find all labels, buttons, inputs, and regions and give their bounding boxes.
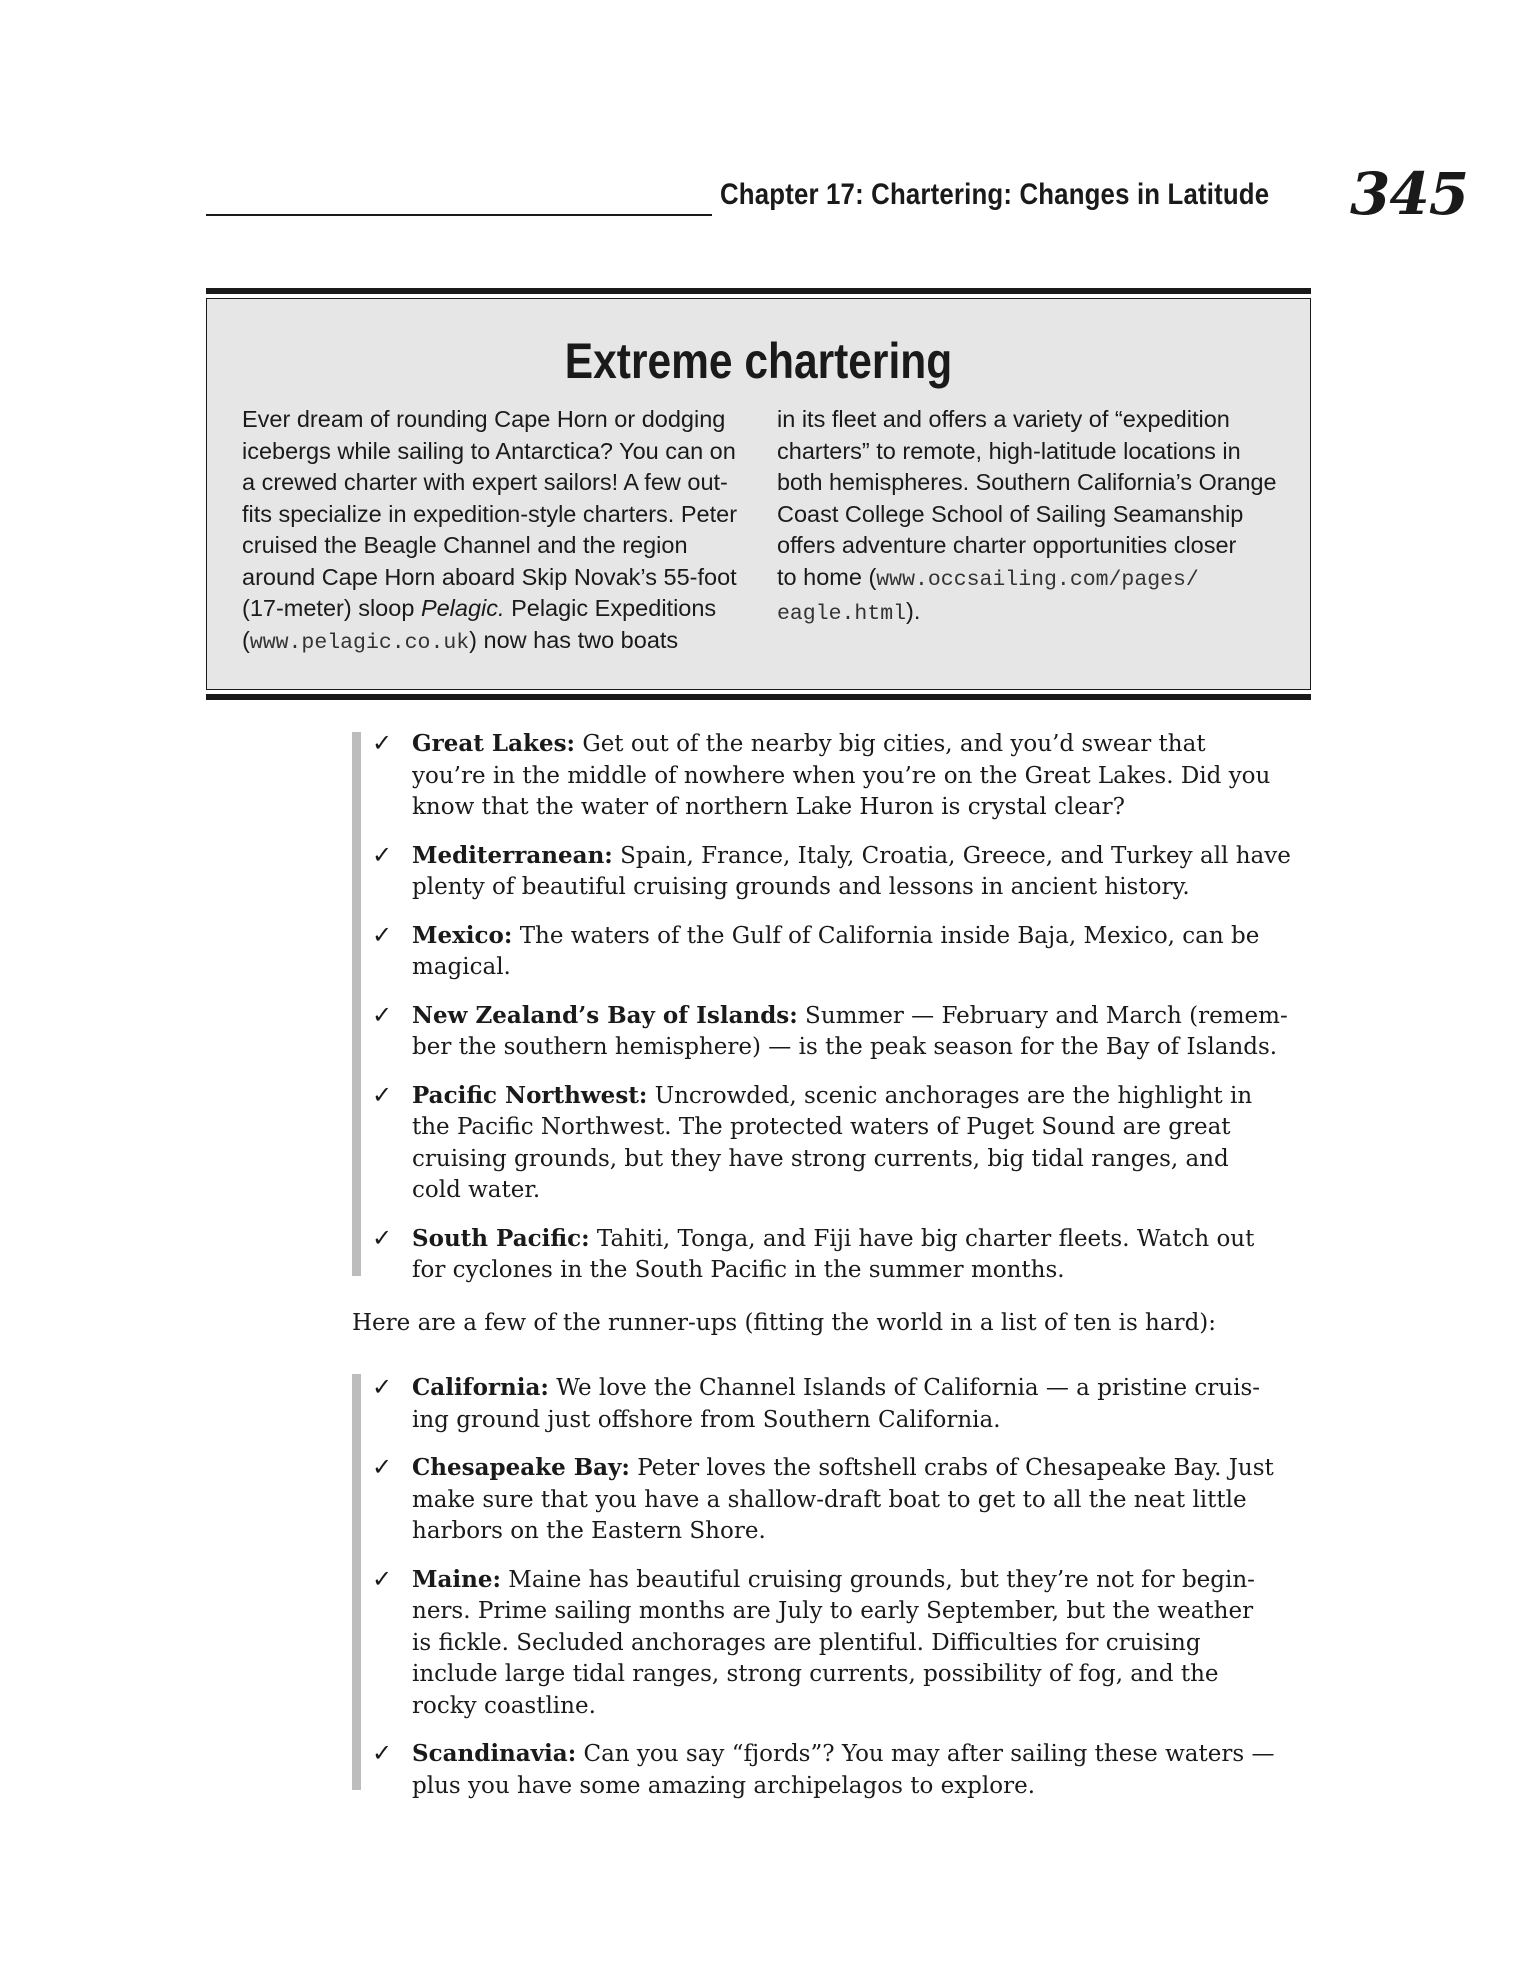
list-item: [372, 1564, 1322, 1723]
list-item-line: [412, 1485, 1322, 1517]
check-icon: ✓: [372, 1000, 393, 1029]
list-item-line: [412, 1738, 1322, 1771]
check-icon: ✓: [372, 1223, 393, 1252]
sidebar-line: both hemispheres. Southern California’s Orange: [777, 469, 1277, 495]
check-icon: ✓: [372, 1373, 393, 1401]
sidebar-line: Coast College School of Sailing Seamanship: [777, 500, 1244, 527]
list-item-text: plenty of beautiful cruising grounds and lessons in ancient history.: [412, 874, 1190, 900]
text: (17-meter) sloop: [242, 595, 421, 621]
list-item: [372, 1000, 1322, 1064]
sidebar-line: offers adventure charter opportunities closer: [777, 532, 1237, 558]
list-item-line: [412, 1255, 1322, 1287]
list-item-text: Peter loves the softshell crabs of Chesapeake Bay. Just: [629, 1455, 1274, 1481]
check-icon: ✓: [372, 1739, 393, 1767]
list-item-line: [412, 872, 1322, 904]
list-item-text: harbors on the Eastern Shore.: [412, 1518, 766, 1544]
sidebar-line: Ever dream of rounding Cape Horn or dodging: [242, 406, 726, 432]
list-item-text: make sure that you have a shallow-draft boat to get to all the neat little: [412, 1486, 1247, 1513]
list-item-line: [412, 1112, 1322, 1144]
list-item-text: ber the southern hemisphere) — is the peak season for the Bay of Islands.: [412, 1034, 1278, 1060]
list-item-text: cold water.: [412, 1177, 541, 1203]
occsailing-url-cont: eagle.html: [777, 602, 907, 626]
list-item-text: Tahiti, Tonga, and Fiji have big charter fleets. Watch out: [589, 1225, 1255, 1252]
list-item-line: [412, 1564, 1322, 1597]
sidebar-title: Extreme chartering: [564, 333, 953, 389]
check-icon: ✓: [372, 1453, 393, 1481]
list-item-text: cruising grounds, but they have strong currents, big tidal ranges, and: [412, 1145, 1229, 1172]
list-sidebar-bar: [352, 732, 361, 1276]
list-item-line: [412, 1372, 1322, 1405]
list-item-line: [412, 1080, 1322, 1113]
list-item-text: Spain, France, Italy, Croatia, Greece, and Turkey all have: [612, 842, 1291, 869]
list-item-term: South Pacific:: [412, 1224, 590, 1252]
list-item: [372, 920, 1322, 984]
list-item-line: [412, 1628, 1322, 1660]
list-item-text: include large tidal ranges, strong currents, possibility of fog, and the: [412, 1661, 1219, 1687]
sidebar-line: around Cape Horn aboard Skip Novak’s 55-foot: [242, 563, 737, 590]
list-item-text: rocky coastline.: [412, 1692, 596, 1719]
sidebar-line: cruised the Beagle Channel and the region: [242, 532, 688, 558]
list-item: [372, 1372, 1322, 1436]
list-item-line: [412, 1032, 1322, 1064]
header-rule: [206, 214, 712, 216]
sidebar-panel: [206, 298, 1311, 690]
text: ) now has two boats: [469, 626, 679, 653]
list-item-text: Uncrowded, scenic anchorages are the highlight in: [647, 1082, 1253, 1109]
sidebar-line: charters” to remote, high-latitude locations in: [777, 437, 1241, 464]
list-item-line: [412, 952, 1322, 984]
intro-paragraph: Here are a few of the runner-ups (fitting the world in a list of ten is hard):: [352, 1310, 1217, 1336]
list-item: [372, 1223, 1322, 1287]
sidebar-line: in its fleet and offers a variety of “expedition: [777, 406, 1230, 432]
list-item-line: [412, 1223, 1322, 1256]
list-item-text: magical.: [412, 954, 511, 980]
list-item-text: is fickle. Secluded anchorages are plentiful. Difficulties for cruising: [412, 1629, 1201, 1656]
sidebar-line: [777, 562, 1277, 597]
list-item-text: for cyclones in the South Pacific in the summer months.: [412, 1257, 1065, 1283]
list-item-text: We love the Channel Islands of California — a pristine cruis-: [548, 1375, 1261, 1401]
check-icon: ✓: [372, 920, 393, 949]
list-item-line: [412, 1144, 1322, 1176]
sidebar-line: [242, 625, 742, 660]
list-item-line: [412, 840, 1322, 873]
list-item-term: Mexico:: [412, 921, 513, 949]
sidebar-box: [206, 288, 1311, 700]
list-item-text: Maine has beautiful cruising grounds, but they’re not for begin-: [500, 1566, 1255, 1593]
check-icon: ✓: [372, 840, 393, 869]
list-item-line: [412, 1452, 1322, 1485]
list-item-line: [412, 1175, 1322, 1207]
list-sidebar-bar: [352, 1374, 361, 1790]
list-item-line: [412, 792, 1322, 824]
list-item-line: [412, 1691, 1322, 1723]
list-item-line: [412, 1405, 1322, 1437]
list-item-term: Pacific Northwest:: [412, 1081, 648, 1109]
list-item-text: The waters of the Gulf of California inside Baja, Mexico, can be: [512, 922, 1260, 949]
list-item-line: [412, 761, 1322, 793]
list-item: [372, 1452, 1322, 1548]
list-item-line: [412, 728, 1322, 761]
list-item-text: know that the water of northern Lake Huron is crystal clear?: [412, 794, 1125, 820]
list-item-text: Get out of the nearby big cities, and you’d swear that: [575, 731, 1206, 757]
runner-ups-list: [372, 1372, 1322, 1818]
sidebar-line: fits specialize in expedition-style charters. Peter: [242, 500, 738, 527]
list-item-line: [412, 1659, 1322, 1691]
list-item-text: ners. Prime sailing months are July to early September, but the weather: [412, 1598, 1254, 1624]
list-item-text: Can you say “fjords”? You may after sailing these waters —: [576, 1741, 1275, 1767]
list-item-text: ing ground just offshore from Southern California.: [412, 1406, 1001, 1433]
list-item-term: Maine:: [412, 1565, 501, 1593]
list-item: [372, 728, 1322, 824]
list-item: [372, 1080, 1322, 1207]
sidebar-line: a crewed charter with expert sailors! A few out-: [242, 469, 728, 495]
list-item-line: [412, 1596, 1322, 1628]
text: to home (: [777, 563, 877, 590]
list-item-term: Mediterranean:: [412, 841, 613, 869]
list-item-text: Summer — February and March (remem-: [797, 1002, 1288, 1029]
list-item-term: Scandinavia:: [412, 1740, 577, 1767]
sidebar-line: [777, 596, 1277, 631]
boat-name: Pelagic.: [420, 595, 505, 621]
list-item-term: New Zealand’s Bay of Islands:: [412, 1001, 798, 1029]
text: Pelagic Expeditions: [504, 595, 717, 621]
check-icon: ✓: [372, 729, 393, 757]
text: ).: [906, 598, 921, 624]
list-item: [372, 1738, 1322, 1802]
list-item-text: the Pacific Northwest. The protected waters of Puget Sound are great: [412, 1114, 1231, 1140]
destinations-list: [372, 728, 1322, 1303]
list-item-term: Great Lakes:: [412, 730, 576, 757]
sidebar-right-column: [777, 404, 1277, 631]
list-item-line: [412, 1516, 1322, 1548]
running-head: Chapter 17: Chartering: Changes in Latitude: [720, 178, 1270, 211]
list-item-line: [412, 920, 1322, 953]
sidebar-line: icebergs while sailing to Antarctica? You can on: [242, 437, 736, 464]
list-item: [372, 840, 1322, 904]
list-item-term: California:: [412, 1374, 549, 1401]
check-icon: ✓: [372, 1080, 393, 1109]
sidebar-left-column: [242, 404, 742, 659]
list-item-term: Chesapeake Bay:: [412, 1454, 630, 1481]
check-icon: ✓: [372, 1564, 393, 1593]
pelagic-url: www.pelagic.co.uk: [249, 630, 470, 655]
list-item-text: plus you have some amazing archipelagos to explore.: [412, 1772, 1036, 1799]
list-item-line: [412, 1771, 1322, 1803]
occsailing-url: www.occsailing.com/pages/: [876, 567, 1199, 592]
list-item-line: [412, 1000, 1322, 1033]
text: (: [242, 626, 250, 653]
page-number: 345: [1350, 160, 1469, 228]
sidebar-line: [242, 593, 742, 625]
list-item-text: you’re in the middle of nowhere when you’re on the Great Lakes. Did you: [412, 762, 1271, 789]
